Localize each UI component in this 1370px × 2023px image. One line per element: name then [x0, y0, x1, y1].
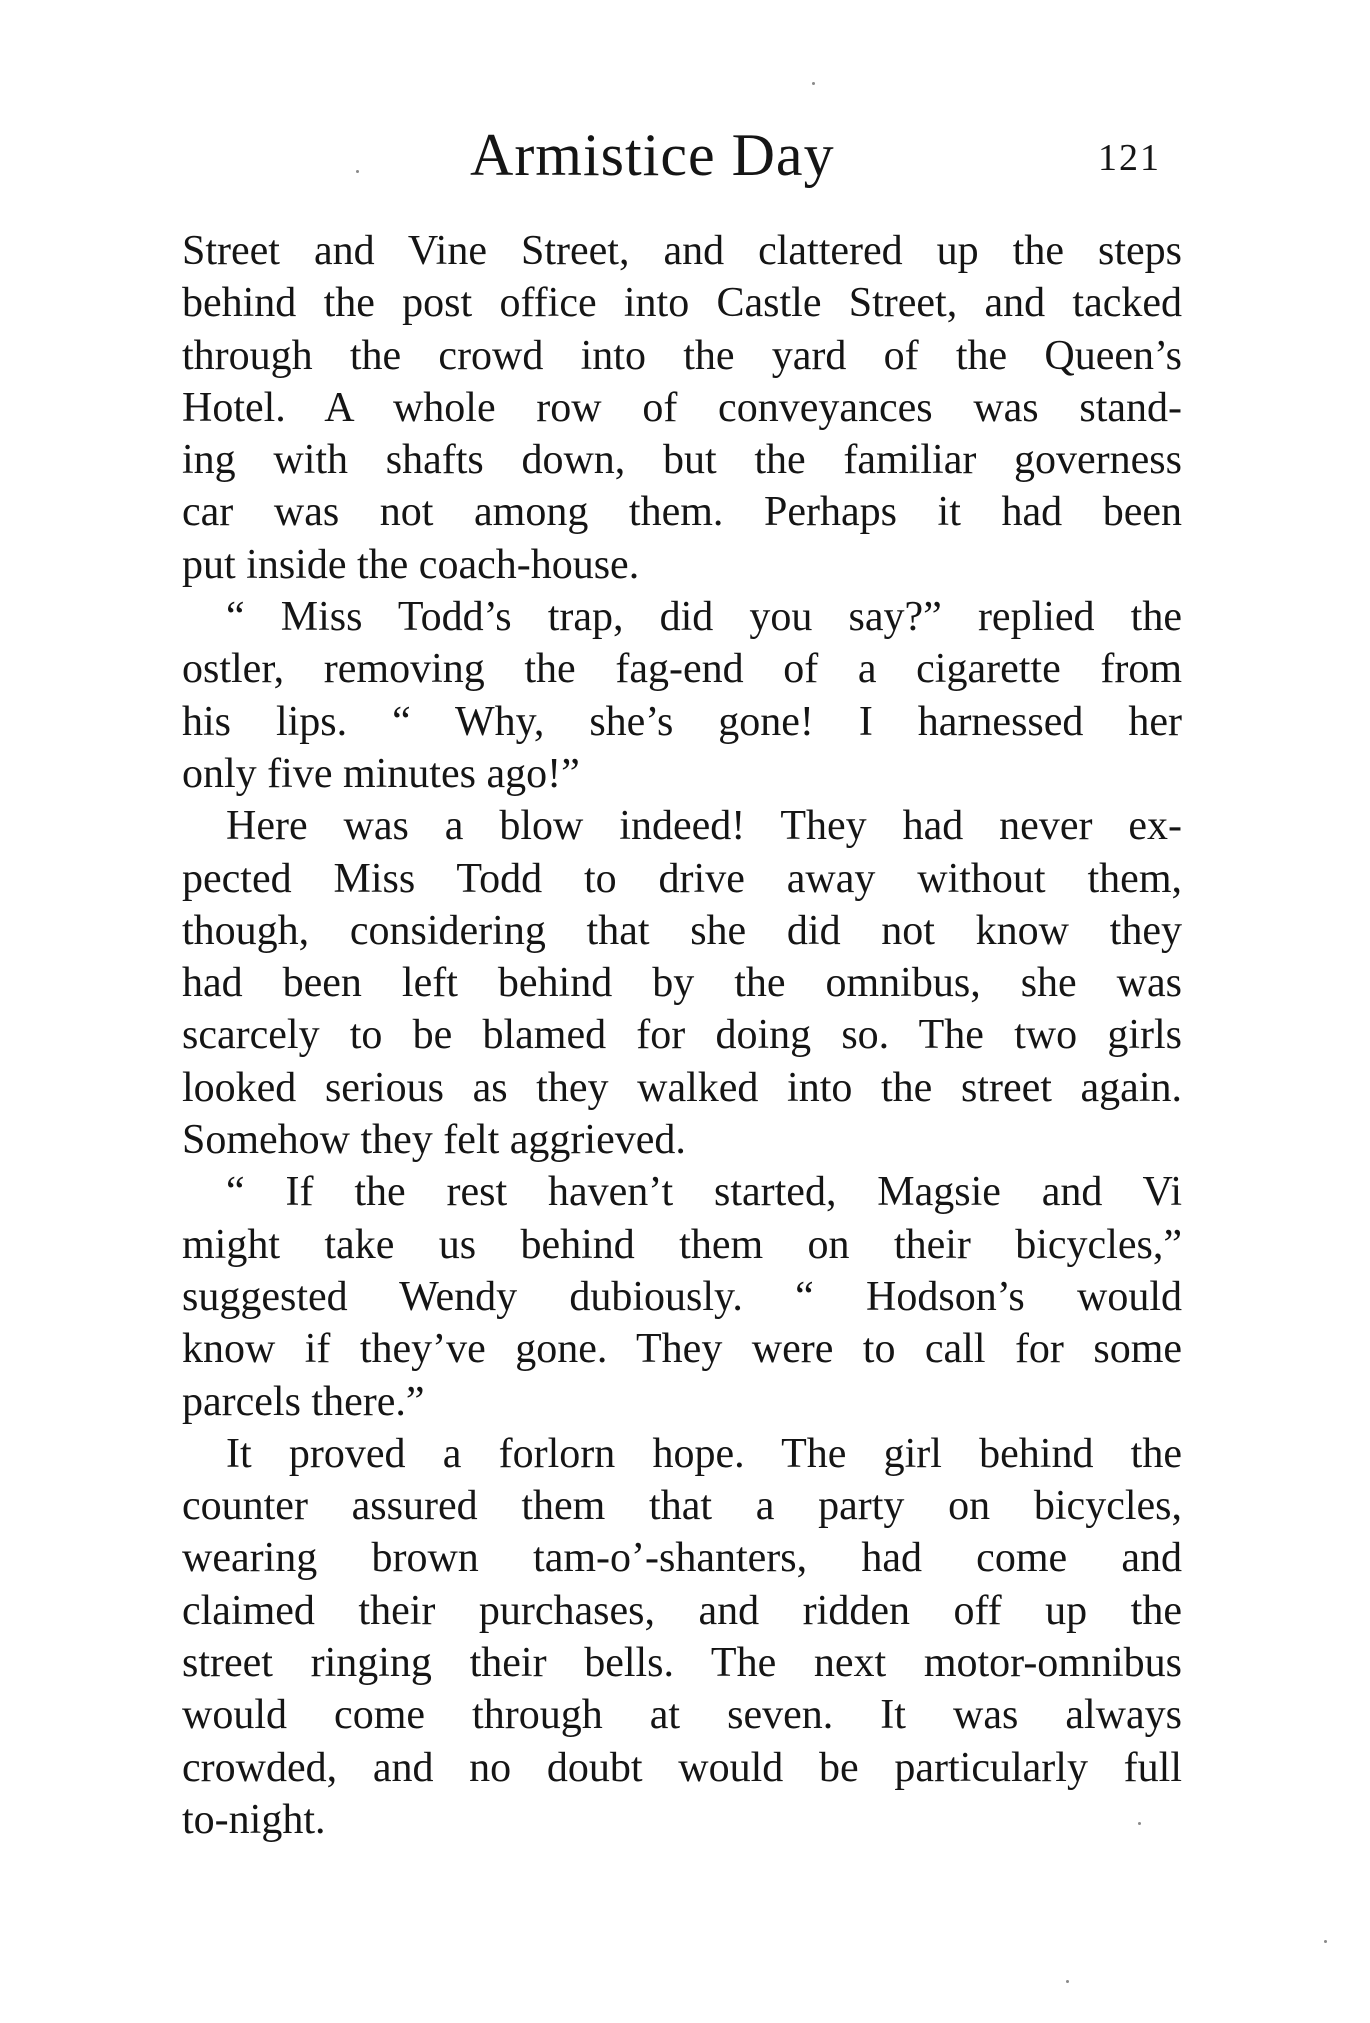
text-line: It proved a forlorn hope. The girl behind the — [226, 1430, 1182, 1477]
text-line: crowded, and no doubt would be particularly full — [182, 1744, 1182, 1791]
text-line: pected Miss Todd to drive away without them, — [182, 855, 1182, 902]
text-line: Street and Vine Street, and clattered up the steps — [182, 228, 1182, 274]
text-line: had been left behind by the omnibus, she was — [182, 960, 1182, 1007]
text-line: Somehow they felt aggrieved. — [182, 1117, 686, 1164]
running-head: Armistice Day — [470, 122, 835, 188]
text-line: “ If the rest haven’t started, Magsie and Vi — [226, 1169, 1182, 1216]
text-line: wearing brown tam-o’-shanters, had come and — [182, 1535, 1182, 1582]
text-line: Hotel. A whole row of conveyances was stand- — [182, 384, 1182, 431]
text-line: know if they’ve gone. They were to call for some — [182, 1326, 1182, 1373]
text-line: “ Miss Todd’s trap, did you say?” replied the — [226, 594, 1182, 641]
scan-speck — [1138, 1822, 1141, 1825]
text-line: counter assured them that a party on bicycles, — [182, 1483, 1182, 1530]
body-text — [182, 225, 1182, 1846]
paragraph — [182, 591, 1182, 800]
paragraph — [182, 1428, 1182, 1846]
scan-speck — [1066, 1980, 1069, 1983]
text-line: would come through at seven. It was always — [182, 1692, 1182, 1739]
scan-speck — [1324, 1940, 1327, 1943]
text-line: to-night. — [182, 1796, 326, 1843]
text-line: scarcely to be blamed for doing so. The two girls — [182, 1012, 1182, 1059]
text-line: through the crowd into the yard of the Queen’s — [182, 332, 1182, 379]
text-line: his lips. “ Why, she’s gone! I harnessed her — [182, 698, 1182, 745]
text-line: looked serious as they walked into the street again. — [182, 1064, 1182, 1111]
text-line: though, considering that she did not know they — [182, 907, 1182, 954]
text-line: street ringing their bells. The next motor-omnibus — [182, 1640, 1182, 1687]
text-line: Here was a blow indeed! They had never ex- — [226, 803, 1182, 850]
text-line: parcels there.” — [182, 1378, 425, 1425]
text-line: car was not among them. Perhaps it had been — [182, 489, 1182, 536]
paragraph — [182, 1166, 1182, 1427]
scan-speck — [356, 170, 359, 173]
scan-speck — [812, 82, 815, 85]
text-line: might take us behind them on their bicycles,” — [182, 1221, 1182, 1268]
text-line: claimed their purchases, and ridden off up the — [182, 1587, 1182, 1634]
text-line: ostler, removing the fag-end of a cigarette from — [182, 646, 1182, 693]
paragraph — [182, 800, 1182, 1166]
text-line: suggested Wendy dubiously. “ Hodson’s would — [182, 1273, 1182, 1320]
text-line: behind the post office into Castle Street, and tacked — [182, 280, 1182, 327]
page-number: 121 — [1098, 137, 1161, 179]
paragraph — [182, 225, 1182, 591]
text-line: only five minutes ago!” — [182, 750, 580, 797]
text-line: put inside the coach-house. — [182, 541, 640, 588]
text-line: ing with shafts down, but the familiar governess — [182, 437, 1182, 484]
